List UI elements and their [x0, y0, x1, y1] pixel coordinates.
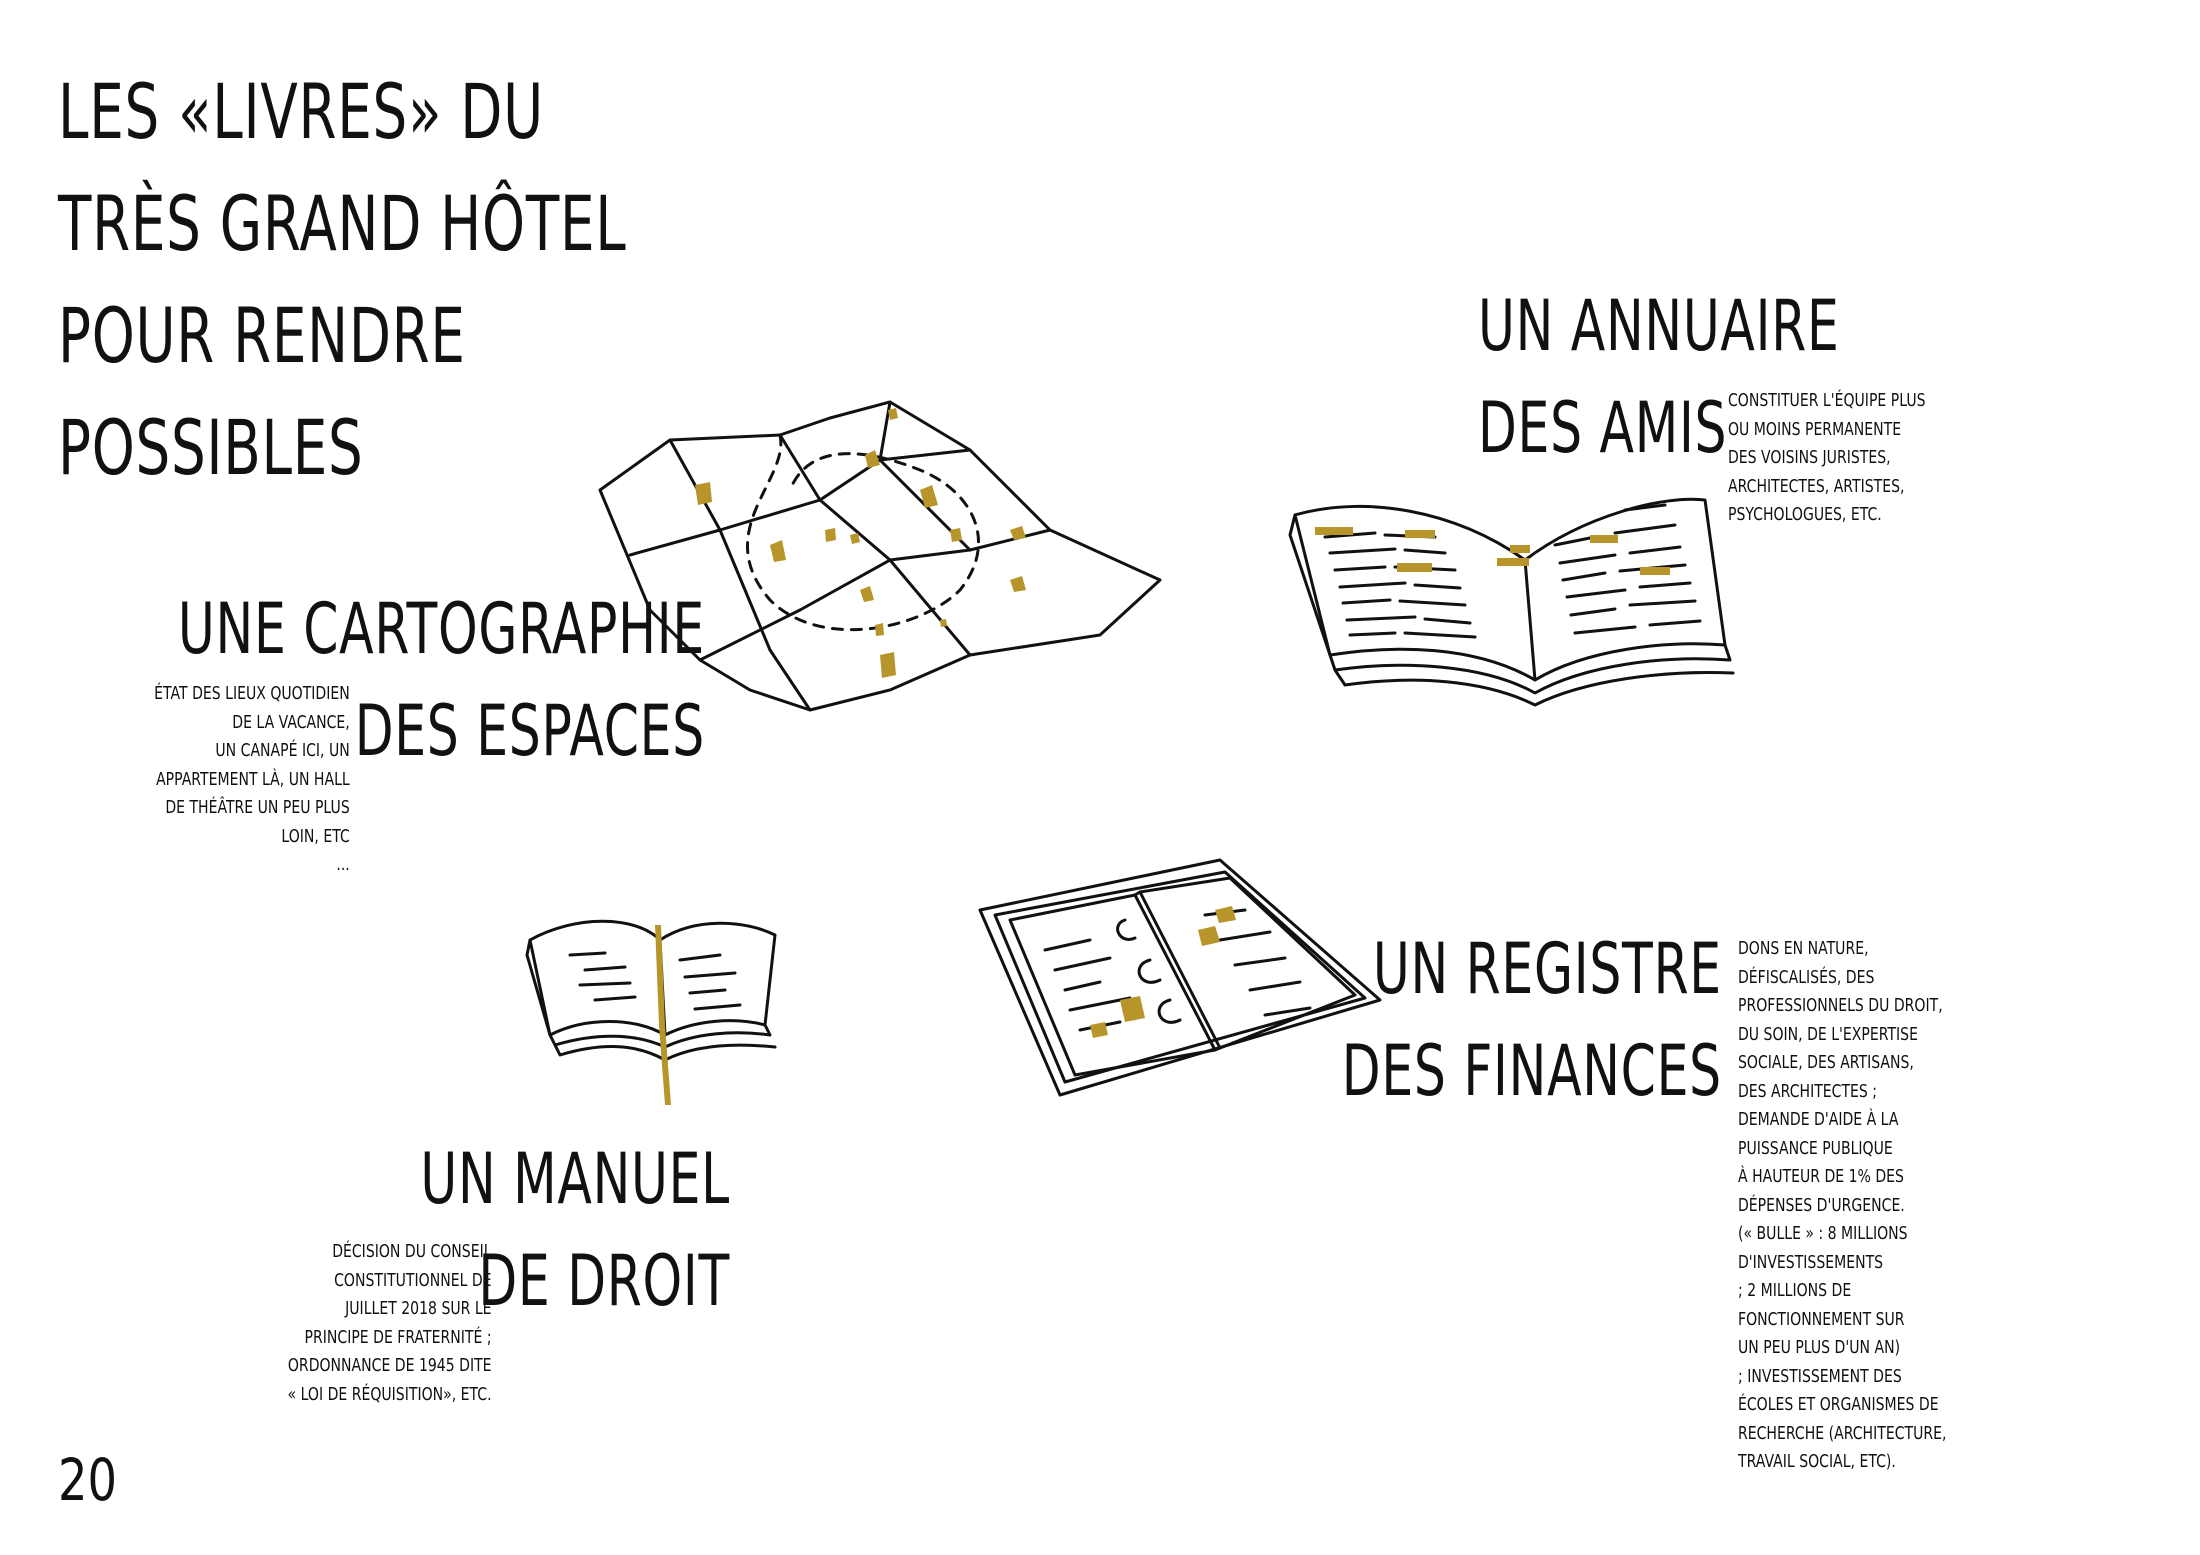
title-line: POUR RENDRE — [58, 291, 466, 380]
open-law-manual-drawing — [525, 905, 785, 1105]
registre-heading — [1194, 918, 1722, 1122]
page-number: 20 — [58, 1446, 118, 1514]
title-line: LES «LIVRES» DU — [58, 67, 544, 156]
heading-line: UN REGISTRE — [1373, 928, 1722, 1010]
title-line: POSSIBLES — [58, 403, 364, 492]
annuaire-description: CONSTITUER L'ÉQUIPE PLUS OU MOINS PERMANENTE DES VOISINS JURISTES, ARCHITECTES, ARTISTES, PSYCHOLOGUES, ETC. — [1728, 390, 1926, 525]
registre-description: DONS EN NATURE, DÉFISCALISÉS, DES PROFESSIONNELS DU DROIT, DU SOIN, DE L'EXPERTISE SOCIALE, DES ARTISANS, DES ARCHITECTES ; DEMANDE D'AIDE À LA PUISSANCE PUBLIQUE À HAUTEUR DE 1% DES DÉPENSES D'URGENCE. (« BULLE » : 8 MILLIONS D'INVESTISSEMENTS ; 2 MILLIONS DE FONCTIONNEMENT SUR UN PEU PLUS D'UN AN) ; INVESTISSEMENT DES ÉCOLES ET ORGANISMES DE RECHERCHE (ARCHITECTURE, TRAVAIL SOCIAL, ETC). — [1738, 938, 1947, 1472]
heading-line: DE DROIT — [478, 1240, 730, 1322]
heading-line: UN MANUEL — [420, 1138, 730, 1220]
cartographie-description: ÉTAT DES LIEUX QUOTIDIEN DE LA VACANCE, UN CANAPÉ ICI, UN APPARTEMENT LÀ, UN HALL DE THÉÂTRE UN PEU PLUS LOIN, ETC ... — [154, 683, 350, 875]
open-directory-book-drawing — [1285, 475, 1735, 715]
heading-line: UNE CARTOGRAPHIE — [178, 588, 705, 670]
heading-line: UN ANNUAIRE — [1478, 285, 1840, 367]
heading-line: DES ESPACES — [354, 690, 705, 772]
heading-line: DES FINANCES — [1341, 1030, 1722, 1112]
heading-line: DES AMIS — [1478, 387, 1728, 469]
manuel-description: DÉCISION DU CONSEIL CONSTITUTIONNEL DE JUILLET 2018 SUR LE PRINCIPE DE FRATERNITÉ ; ORDONNANCE DE 1945 DITE « LOI DE RÉQUISITION», ETC. — [287, 1241, 492, 1405]
title-line: TRÈS GRAND HÔTEL — [58, 179, 627, 268]
